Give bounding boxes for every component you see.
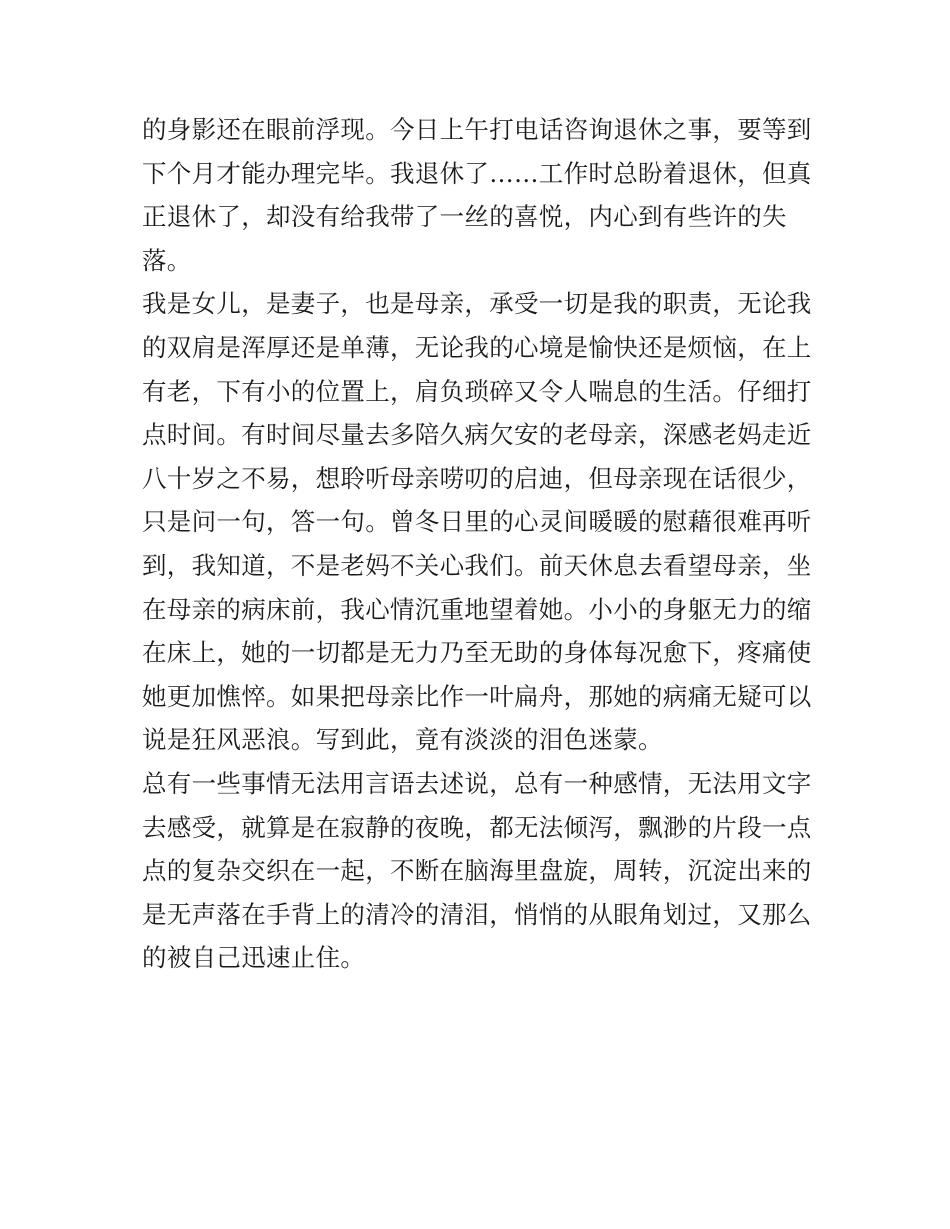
text-line: 点的复杂交织在一起，不断在脑海里盘旋，周转，沉淀出来的 <box>142 856 812 886</box>
text-line: 在床上，她的一切都是无力乃至无助的身体每况愈下，疼痛使 <box>142 638 812 668</box>
text-line: 到，我知道，不是老妈不关心我们。前天休息去看望母亲，坐 <box>142 550 812 580</box>
paragraph-3 <box>142 762 810 980</box>
text-line: 她更加憔悴。如果把母亲比作一叶扁舟，那她的病痛无疑可以 <box>142 681 812 711</box>
text-line: 总有一些事情无法用言语去述说，总有一种感情，无法用文字 <box>142 768 812 798</box>
text-line: 在母亲的病床前，我心情沉重地望着她。小小的身躯无力的缩 <box>142 594 812 624</box>
text-line: 下个月才能办理完毕。我退休了……工作时总盼着退休，但真 <box>142 158 812 188</box>
paragraph-2 <box>142 282 810 762</box>
text-line: 的身影还在眼前浮现。今日上午打电话咨询退休之事，要等到 <box>142 115 812 144</box>
paragraph-1 <box>142 108 810 282</box>
text-line: 是无声落在手背上的清冷的清泪，悄悄的从眼角划过，又那么 <box>142 899 812 929</box>
text-line: 落。 <box>142 245 192 275</box>
text-line: 八十岁之不易，想聆听母亲唠叨的启迪，但母亲现在话很少， <box>142 463 812 493</box>
text-line: 去感受，就算是在寂静的夜晚，都无法倾泻，飘渺的片段一点 <box>142 812 812 842</box>
text-line: 的被自己迅速止住。 <box>142 943 366 973</box>
text-line: 有老，下有小的位置上，肩负琐碎又令人喘息的生活。仔细打 <box>142 376 812 406</box>
text-line: 只是问一句，答一句。曾冬日里的心灵间暖暖的慰藉很难再听 <box>142 507 812 537</box>
text-line: 我是女儿，是妻子，也是母亲，承受一切是我的职责，无论我 <box>142 289 812 319</box>
text-line: 说是狂风恶浪。写到此，竟有淡淡的泪色迷蒙。 <box>142 725 663 755</box>
text-line: 正退休了，却没有给我带了一丝的喜悦，内心到有些许的失 <box>142 202 787 232</box>
text-line: 的双肩是浑厚还是单薄，无论我的心境是愉快还是烦恼，在上 <box>142 332 812 362</box>
document-body <box>142 108 810 980</box>
text-line: 点时间。有时间尽量去多陪久病欠安的老母亲，深感老妈走近 <box>142 420 812 450</box>
